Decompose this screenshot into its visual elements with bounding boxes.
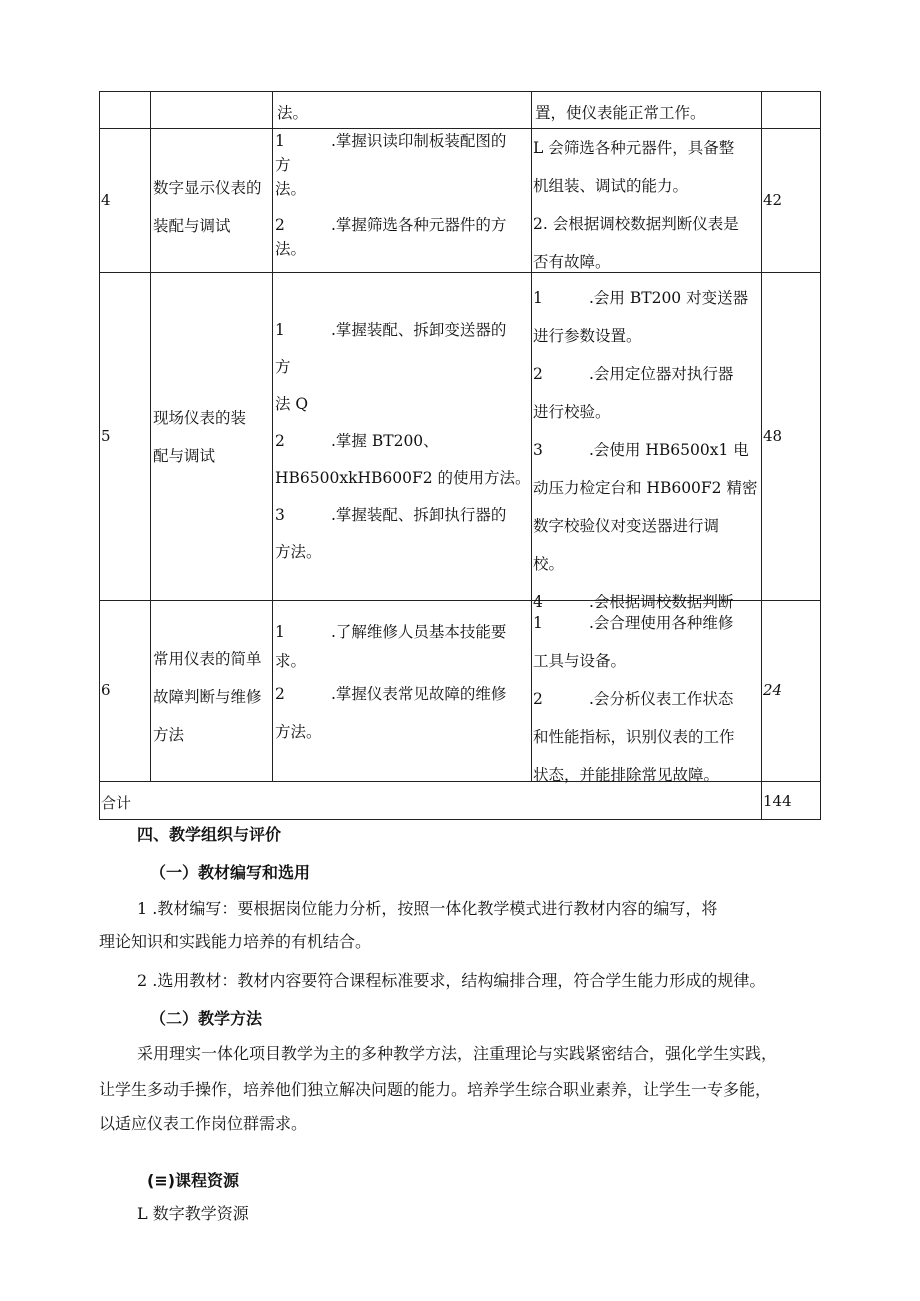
skill-cell: 1 .会合理使用各种维修 工具与设备。 2 .会分析仪表工作状态 和性能指标，识别仪表的工作 状态，并能排除常见故障。	[533, 614, 735, 784]
course-name-cell: 数字显示仪表的 装配与调试	[153, 179, 262, 235]
table-border-bottom	[99, 819, 821, 820]
paragraph: 采用理实一体化项目教学为主的多种教学方法，注重理论与实践紧密结合，强化学生实践，	[137, 1044, 778, 1063]
row-number: 6	[101, 681, 111, 699]
section-heading: 四、教学组织与评价	[137, 825, 282, 844]
row-number: 4	[101, 191, 111, 209]
paragraph: L 数字教学资源	[137, 1204, 249, 1223]
paragraph: 1 .教材编写：要根据岗位能力分析，按照一体化教学模式进行教材内容的编写，将	[137, 899, 718, 918]
paragraph: 以适应仪表工作岗位群需求。	[99, 1114, 308, 1133]
course-name-cell: 常用仪表的简单 故障判断与维修 方法	[153, 650, 262, 744]
cont-skill-cell: 置，使仪表能正常工作。	[535, 104, 706, 122]
subsection-heading: （一）教材编写和选用	[150, 863, 311, 882]
content-cell: 1 .掌握装配、拆卸变送器的 方 法 Q 2 .掌握 BT200、 HB6500xkHB600F2 的使用方法。 3 .掌握装配、拆卸执行器的 方法。	[275, 321, 531, 561]
row-number: 5	[101, 427, 111, 445]
paragraph: 2 .选用教材：教材内容要符合课程标准要求，结构编排合理，符合学生能力形成的规律。	[137, 971, 766, 990]
table-col-line	[531, 91, 532, 781]
total-hours: 144	[763, 792, 792, 810]
course-name-cell: 现场仪表的装 配与调试	[153, 409, 247, 465]
skill-cell: L 会筛选各种元器件，具备整 机组装、调试的能力。 2. 会根据调校数据判断仪表是 否有故障。	[533, 139, 739, 271]
subsection-heading: （二）教学方法	[150, 1009, 263, 1028]
table-border-top	[99, 91, 821, 92]
table-border-right	[820, 91, 821, 820]
hours-cell: 48	[763, 427, 783, 445]
table-col-line	[272, 91, 273, 781]
subsection-heading: (≡)课程资源	[147, 1171, 240, 1190]
total-label: 合计	[101, 794, 132, 812]
cont-content-cell: 法。	[277, 104, 309, 122]
table-col-line	[761, 91, 762, 820]
content-cell: 1 .了解维修人员基本技能要 求。 2 .掌握仪表常见故障的维修 方法。	[275, 623, 507, 741]
paragraph: 让学生多动手操作，培养他们独立解决问题的能力。培养学生综合职业素养，让学生一专多能，	[99, 1080, 772, 1099]
hours-cell: 42	[763, 191, 783, 209]
content-cell: 1 .掌握识读印制板装配图的 方 法。 2 .掌握筛选各种元器件的方 法。	[275, 132, 507, 258]
table-border-left	[99, 91, 100, 820]
course-table	[99, 91, 821, 820]
table-col-line	[150, 91, 151, 781]
paragraph: 理论知识和实践能力培养的有机结合。	[99, 932, 372, 951]
hours-cell: 24	[763, 681, 783, 699]
skill-cell: 1 .会用 BT200 对变送器 进行参数设置。 2 .会用定位器对执行器 进行校验。 3 .会使用 HB6500x1 电 动压力检定台和 HB600F2 精密 数字校验仪对变送器进行调 校。 4 .会根据调校数据判断	[533, 289, 758, 611]
